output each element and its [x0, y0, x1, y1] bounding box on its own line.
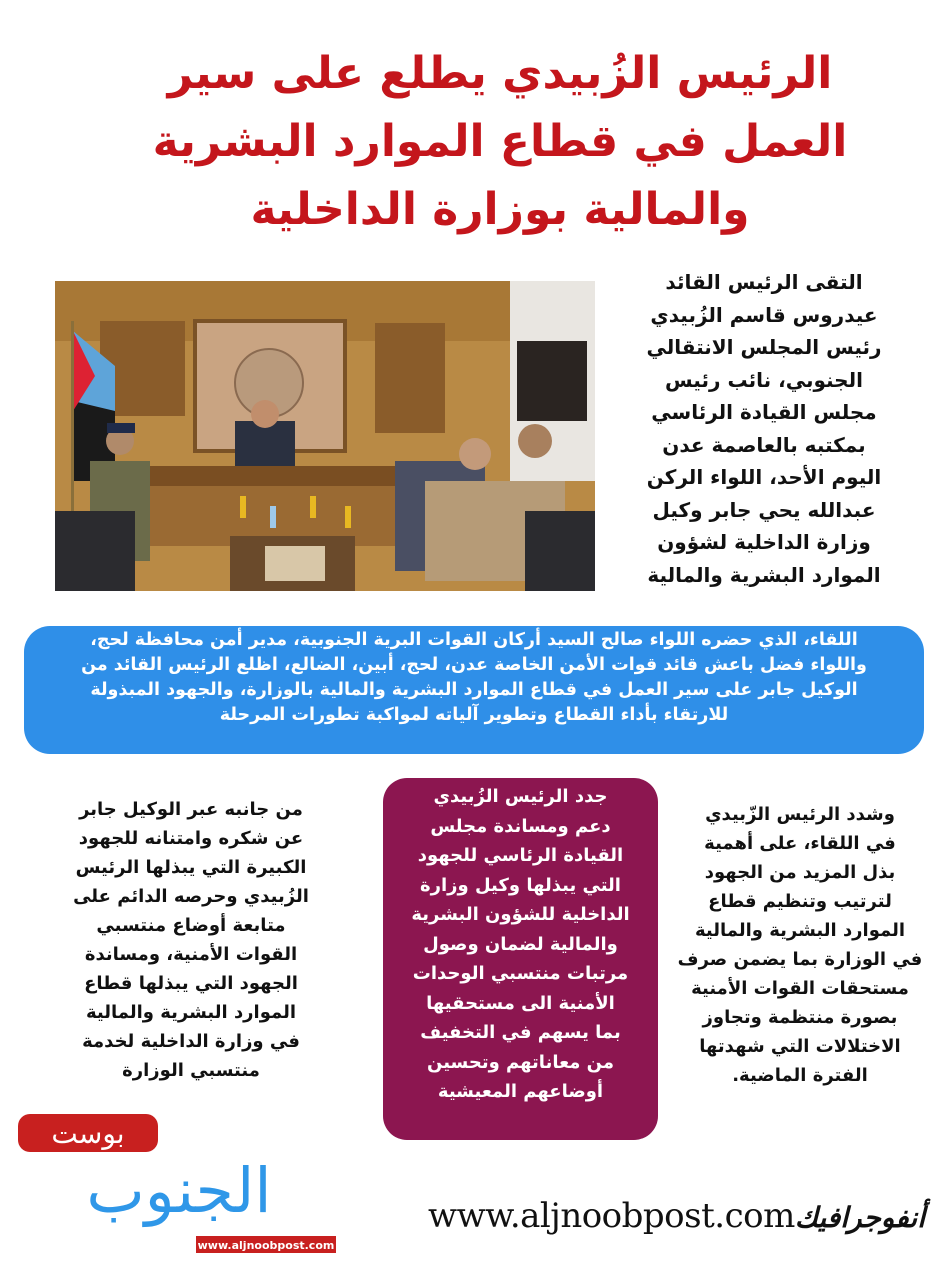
logo-url: www.aljnoobpost.com: [197, 1239, 335, 1252]
right-line: في الوزارة بما يضمن صرف: [677, 949, 923, 970]
intro-line: رئيس المجلس الانتقالي: [646, 335, 882, 359]
blue-line: للارتقاء بأداء القطاع وتطوير آلياته لمواكبة تطورات المرحلة: [219, 705, 729, 725]
meeting-photo: [55, 281, 595, 591]
left-column: [36, 795, 346, 1085]
right-line: بصورة منتظمة وتجاوز: [702, 1007, 898, 1028]
purple-line: الأمنية الى مستحقيها: [426, 992, 615, 1014]
left-line: متابعة أوضاع منتسبي: [96, 915, 286, 936]
intro-line: بمكتبه بالعاصمة عدن: [662, 432, 866, 457]
right-line: الفترة الماضية.: [732, 1065, 868, 1086]
logo-graphic: [14, 1112, 344, 1262]
right-line: مستحقات القوات الأمنية: [691, 978, 909, 999]
intro-line: مجلس القيادة الرئاسي: [651, 400, 877, 424]
right-line: بذل المزيد من الجهود: [704, 862, 896, 883]
photo-illustration: [55, 281, 595, 591]
footer: [380, 1196, 925, 1246]
purple-line: جدد الرئيس الزُبيدي: [433, 786, 608, 807]
logo-main-word: الجنوب: [86, 1154, 272, 1227]
support-box: [383, 778, 658, 1140]
right-line: الاختلالات التي شهدتها: [699, 1036, 901, 1057]
left-line: عن شكره وامتنانه للجهود: [78, 828, 304, 849]
blue-line: اللقاء، الذي حضره اللواء صالح السيد أركان القوات البرية الجنوبية، مدير أمن محافظة لحج،: [90, 630, 858, 650]
right-column: [660, 800, 940, 1090]
headline-line: العمل في قطاع الموارد البشرية: [152, 116, 848, 167]
intro-line: الموارد البشرية والمالية: [647, 562, 881, 587]
purple-line: من معاناتهم وتحسين: [427, 1051, 614, 1073]
blue-line: واللواء فضل باعش قائد قوات الأمن الخاصة عدن، لحج، أبين، الضالع، اظلع الرئيس القائد من: [81, 655, 867, 675]
intro-line: وزارة الداخلية لشؤون: [657, 530, 871, 554]
purple-line: القيادة الرئاسي للجهود: [417, 845, 624, 866]
intro-line: عبدالله يحي جابر وكيل: [652, 497, 876, 522]
right-line: وشدد الرئيس الزّبيدي: [705, 804, 895, 825]
purple-line: بما يسهم في التخفيف: [420, 1022, 621, 1043]
right-line: في اللقاء، على أهمية: [704, 833, 896, 854]
right-line: لترتيب وتنظيم قطاع: [708, 891, 892, 912]
left-line: من جانبه عبر الوكيل جابر: [79, 799, 303, 820]
left-line: الجهود التي يبذلها قطاع: [84, 973, 298, 994]
blue-line: الوكيل جابر على سير العمل في قطاع الموارد البشرية والمالية بالوزارة، والجهود المبذولة: [90, 680, 858, 700]
intro-line: الجنوبي، نائب رئيس: [665, 367, 863, 392]
purple-line: أوضاعهم المعيشية: [437, 1081, 604, 1102]
intro-line: اليوم الأحد، اللواء الركن: [646, 465, 882, 489]
left-line: الموارد البشرية والمالية: [85, 1002, 296, 1023]
left-line: منتسبي الوزارة: [122, 1060, 260, 1081]
logo-top-word: بوست: [51, 1117, 125, 1150]
headline-line: والمالية بوزارة الداخلية: [250, 184, 750, 235]
purple-line: التي يبذلها وكيل وزارة: [420, 874, 621, 896]
left-line: الكبيرة التي يبذلها الرئيس: [75, 857, 307, 878]
intro-paragraph: [608, 266, 920, 591]
left-line: في وزارة الداخلية لخدمة: [82, 1031, 300, 1052]
headline-line: الرئيس الزُبيدي يطلع على سير: [167, 48, 833, 99]
left-line: القوات الأمنية، ومساندة: [84, 944, 298, 965]
meeting-details-box: [24, 626, 924, 754]
purple-line: مرتبات منتسبي الوحدات: [412, 963, 629, 984]
right-line: الموارد البشرية والمالية: [694, 920, 905, 941]
headline: [120, 40, 880, 244]
intro-line: التقى الرئيس القائد: [665, 270, 863, 294]
purple-line: دعم ومساندة مجلس: [430, 815, 611, 837]
purple-line: الداخلية للشؤون البشرية: [411, 904, 630, 925]
aljnoob-post-logo: [14, 1112, 344, 1262]
footer-url[interactable]: www.aljnoobpost.com: [428, 1196, 795, 1236]
footer-label: أنفوجرافيك: [794, 1201, 925, 1234]
intro-line: عيدروس قاسم الزُبيدي: [650, 302, 878, 327]
left-line: الزُبيدي وحرصه الدائم على: [73, 886, 309, 907]
purple-line: والمالية لضمان وصول: [423, 933, 618, 955]
